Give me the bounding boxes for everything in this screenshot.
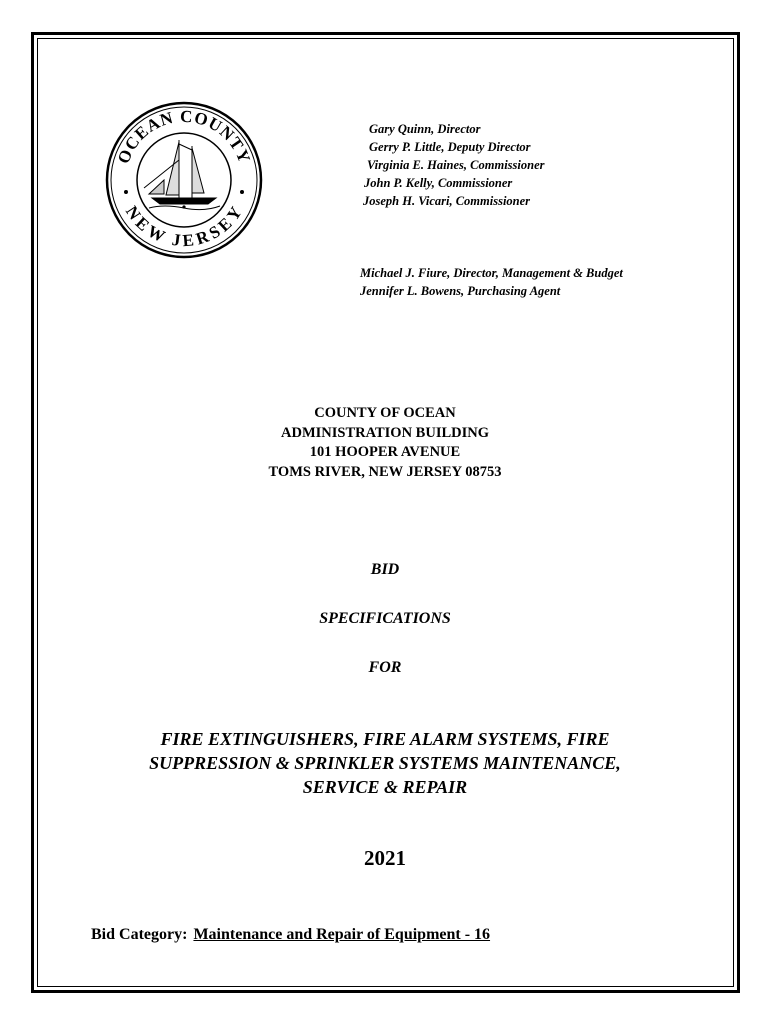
address-line: COUNTY OF OCEAN — [314, 405, 456, 421]
address-line: 101 HOOPER AVENUE — [309, 444, 461, 460]
official-line: Virginia E. Haines, Commissioner — [367, 158, 545, 172]
seal-bottom-text: NEW JERSEY — [121, 202, 247, 251]
ocean-county-seal — [104, 100, 264, 260]
heading-bid: BID — [370, 561, 400, 578]
bid-year: 2021 — [364, 846, 406, 870]
address-line: ADMINISTRATION BUILDING — [281, 424, 489, 441]
management-line: Michael J. Fiure, Director, Management & Budget — [360, 266, 623, 280]
official-line: Gary Quinn, Director — [369, 122, 481, 136]
category-label: Bid Category: — [91, 926, 188, 943]
category-value: Maintenance and Repair of Equipment - 16 — [193, 926, 491, 943]
management-line: Jennifer L. Bowens, Purchasing Agent — [360, 284, 561, 298]
management-list — [360, 264, 623, 300]
subject-line: SERVICE & REPAIR — [302, 777, 468, 797]
heading-for: FOR — [368, 659, 402, 676]
seal-top-text: OCEAN COUNTY — [113, 106, 255, 167]
bid-subject — [0, 727, 770, 799]
subject-line: SUPPRESSION & SPRINKLER SYSTEMS MAINTENANCE, — [149, 753, 621, 773]
official-line: John P. Kelly, Commissioner — [364, 176, 513, 190]
officials-list — [363, 120, 544, 210]
heading-specifications: SPECIFICATIONS — [319, 610, 451, 627]
bid-category — [91, 926, 490, 944]
address-block — [0, 404, 770, 482]
svg-text:OCEAN COUNTY — [114, 107, 255, 166]
official-line: Joseph H. Vicari, Commissioner — [363, 194, 531, 208]
subject-line: FIRE EXTINGUISHERS, FIRE ALARM SYSTEMS, FIRE — [160, 729, 610, 749]
address-line: TOMS RIVER, NEW JERSEY 08753 — [268, 463, 502, 480]
official-line: Gerry P. Little, Deputy Director — [369, 140, 531, 154]
